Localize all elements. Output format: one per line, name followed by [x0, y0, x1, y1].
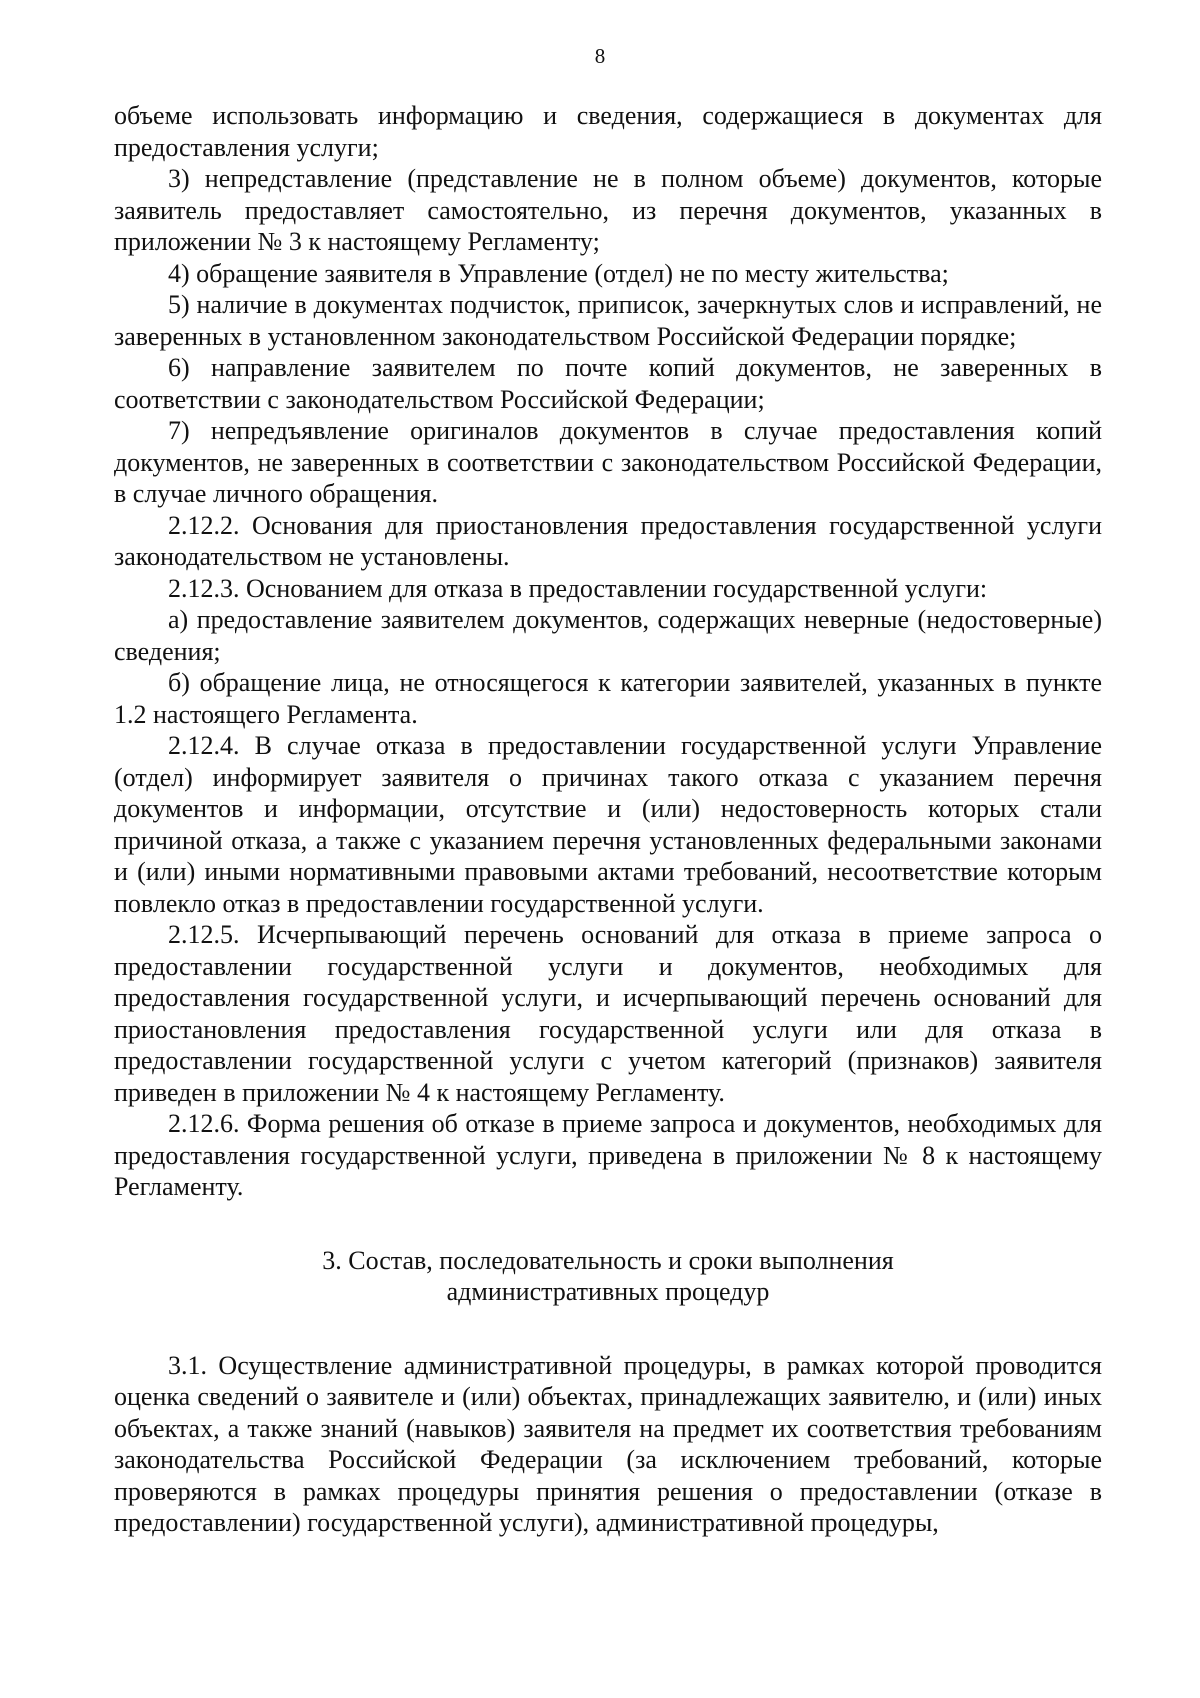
paragraph: 4) обращение заявителя в Управление (отдел) не по месту жительства; [168, 258, 949, 288]
paragraph: а) предоставление заявителем документов, содержащих неверные (недостоверные) сведения; [114, 605, 1102, 666]
paragraph: б) обращение лица, не относящегося к категории заявителей, указанных в пункте 1.2 настоящего Регламента. [114, 668, 1102, 729]
paragraph: 2.12.5. Исчерпывающий перечень оснований для отказа в приеме запроса о предоставлении государственной услуги и документов, необходимых для предоставления государственной услуги, и исчерпывающий перечень оснований для приостановления предоставления государственной услуги или для отказа в предоставлении государственной услуги с учетом категорий (признаков) заявителя приведен в приложении № 4 к настоящему Регламенту. [114, 920, 1102, 1107]
paragraph: 6) направление заявителем по почте копий документов, не заверенных в соответствии с законодательством Российской Федерации; [114, 353, 1102, 414]
paragraph: 2.12.6. Форма решения об отказе в приеме запроса и документов, необходимых для предоставления государственной услуги, приведена в приложении № 8 к настоящему Регламенту. [114, 1109, 1102, 1201]
section-heading-line: административных процедур [446, 1277, 770, 1306]
paragraph: 5) наличие в документах подчисток, приписок, зачеркнутых слов и исправлений, не заверенных в установленном законодательством Российской Федерации порядке; [114, 290, 1102, 351]
section-heading [114, 1245, 1102, 1308]
document-body [114, 100, 1102, 1539]
paragraph: 3.1. Осуществление административной процедуры, в рамках которой проводится оценка сведений о заявителе и (или) объектах, принадлежащих заявителю, и (или) иных объектах, а также знаний (навыков) заявителя на предмет их соответствия требованиям законодательства Российской Федерации (за исключением требований, которые проверяются в рамках процедуры принятия решения о предоставлении (отказе в предоставлении) государственной услуги), административной процедуры, [114, 1350, 1102, 1537]
paragraph: объеме использовать информацию и сведения, содержащиеся в документах для предоставления услуги; [114, 101, 1102, 162]
paragraph: 7) непредъявление оригиналов документов в случае предоставления копий документов, не заверенных в соответствии с законодательством Российской Федерации, в случае личного обращения. [114, 416, 1102, 508]
paragraph: 2.12.4. В случае отказа в предоставлении государственной услуги Управление (отдел) информирует заявителя о причинах такого отказа с указанием перечня документов и информации, отсутствие и (или) недостоверность которых стали причиной отказа, а также с указанием перечня установленных федеральными законами и (или) иными нормативными правовыми актами требований, несоответствие которым повлекло отказ в предоставлении государственной услуги. [114, 731, 1102, 918]
section-heading-line: 3. Состав, последовательность и сроки выполнения [322, 1245, 894, 1275]
paragraph: 2.12.2. Основания для приостановления предоставления государственной услуги законодательством не установлены. [114, 510, 1102, 571]
paragraph: 3) непредставление (представление не в полном объеме) документов, которые заявитель предоставляет самостоятельно, из перечня документов, указанных в приложении № 3 к настоящему Регламенту; [114, 164, 1102, 256]
paragraph: 2.12.3. Основанием для отказа в предоставлении государственной услуги: [168, 573, 988, 603]
page-number: 8 [594, 44, 606, 68]
